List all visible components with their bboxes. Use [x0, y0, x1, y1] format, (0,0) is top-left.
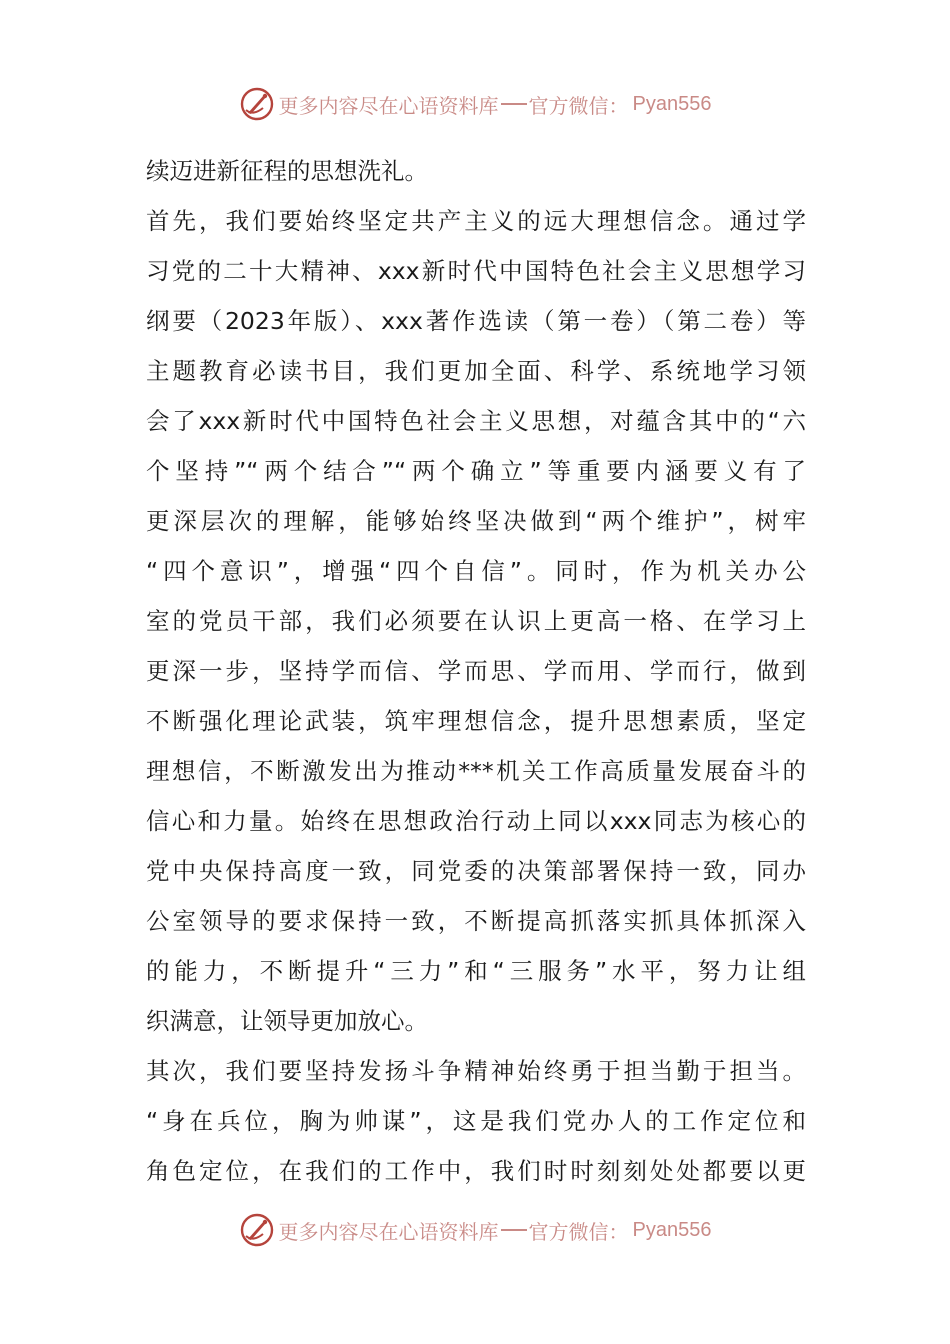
quill-logo-icon — [239, 86, 275, 122]
text-line: “身在兵位，胸为帅谋”，这是我们党办人的工作定位和 — [146, 1107, 806, 1135]
text-line: 纲要（2023年版）、xxx著作选读（第一卷）（第二卷）等 — [146, 307, 806, 335]
text-line: 个坚持”“两个结合”“两个确立”等重要内涵要义有了 — [146, 457, 806, 485]
document-body — [146, 146, 806, 1196]
watermark-wechat-id: Pyan556 — [632, 92, 712, 115]
text-line: 更深一步，坚持学而信、学而思、学而用、学而行，做到 — [146, 657, 806, 685]
text-line: 续迈进新征程的思想洗礼。 — [146, 157, 428, 185]
text-line: 角色定位，在我们的工作中，我们时时刻刻处处都要以更 — [146, 1157, 806, 1185]
paragraph — [146, 1046, 806, 1196]
text-line: 不断强化理论武装，筑牢理想信念，提升思想素质，坚定 — [146, 707, 806, 735]
watermark-wechat-label: 官方微信： — [528, 93, 629, 118]
watermark-site-text: 更多内容尽在心语资料库 — [278, 1219, 499, 1244]
paragraph — [146, 196, 806, 1046]
watermark-wechat-label: 官方微信： — [528, 1219, 629, 1244]
watermark-dash — [501, 103, 527, 105]
header-watermark — [0, 82, 950, 126]
text-line: 更深层次的理解，能够始终坚决做到“两个维护”，树牢 — [146, 507, 806, 535]
text-line: 其次，我们要坚持发扬斗争精神始终勇于担当勤于担当。 — [146, 1057, 806, 1085]
text-line: 公室领导的要求保持一致，不断提高抓落实抓具体抓深入 — [146, 907, 806, 935]
text-line: 信心和力量。始终在思想政治行动上同以xxx同志为核心的 — [146, 807, 806, 835]
watermark-site-text: 更多内容尽在心语资料库 — [278, 93, 499, 118]
text-line: 习党的二十大精神、xxx新时代中国特色社会主义思想学习 — [146, 257, 806, 285]
footer-watermark — [0, 1208, 950, 1252]
text-line: 主题教育必读书目，我们更加全面、科学、系统地学习领 — [146, 357, 806, 385]
text-line: 的能力，不断提升“三力”和“三服务”水平，努力让组 — [146, 957, 806, 985]
text-line: 首先，我们要始终坚定共产主义的远大理想信念。通过学 — [146, 207, 806, 235]
text-line: “四个意识”，增强“四个自信”。同时，作为机关办公 — [146, 557, 806, 585]
text-line: 理想信，不断激发出为推动***机关工作高质量发展奋斗的 — [146, 757, 806, 785]
text-line: 党中央保持高度一致，同党委的决策部署保持一致，同办 — [146, 857, 806, 885]
paragraph — [146, 146, 806, 196]
watermark-wechat-id: Pyan556 — [632, 1218, 712, 1241]
text-line: 室的党员干部，我们必须要在认识上更高一格、在学习上 — [146, 607, 806, 635]
watermark-dash — [501, 1229, 527, 1231]
text-line: 织满意，让领导更加放心。 — [146, 1007, 428, 1035]
text-line: 会了xxx新时代中国特色社会主义思想，对蕴含其中的“六 — [146, 407, 806, 435]
quill-logo-icon — [239, 1212, 275, 1248]
